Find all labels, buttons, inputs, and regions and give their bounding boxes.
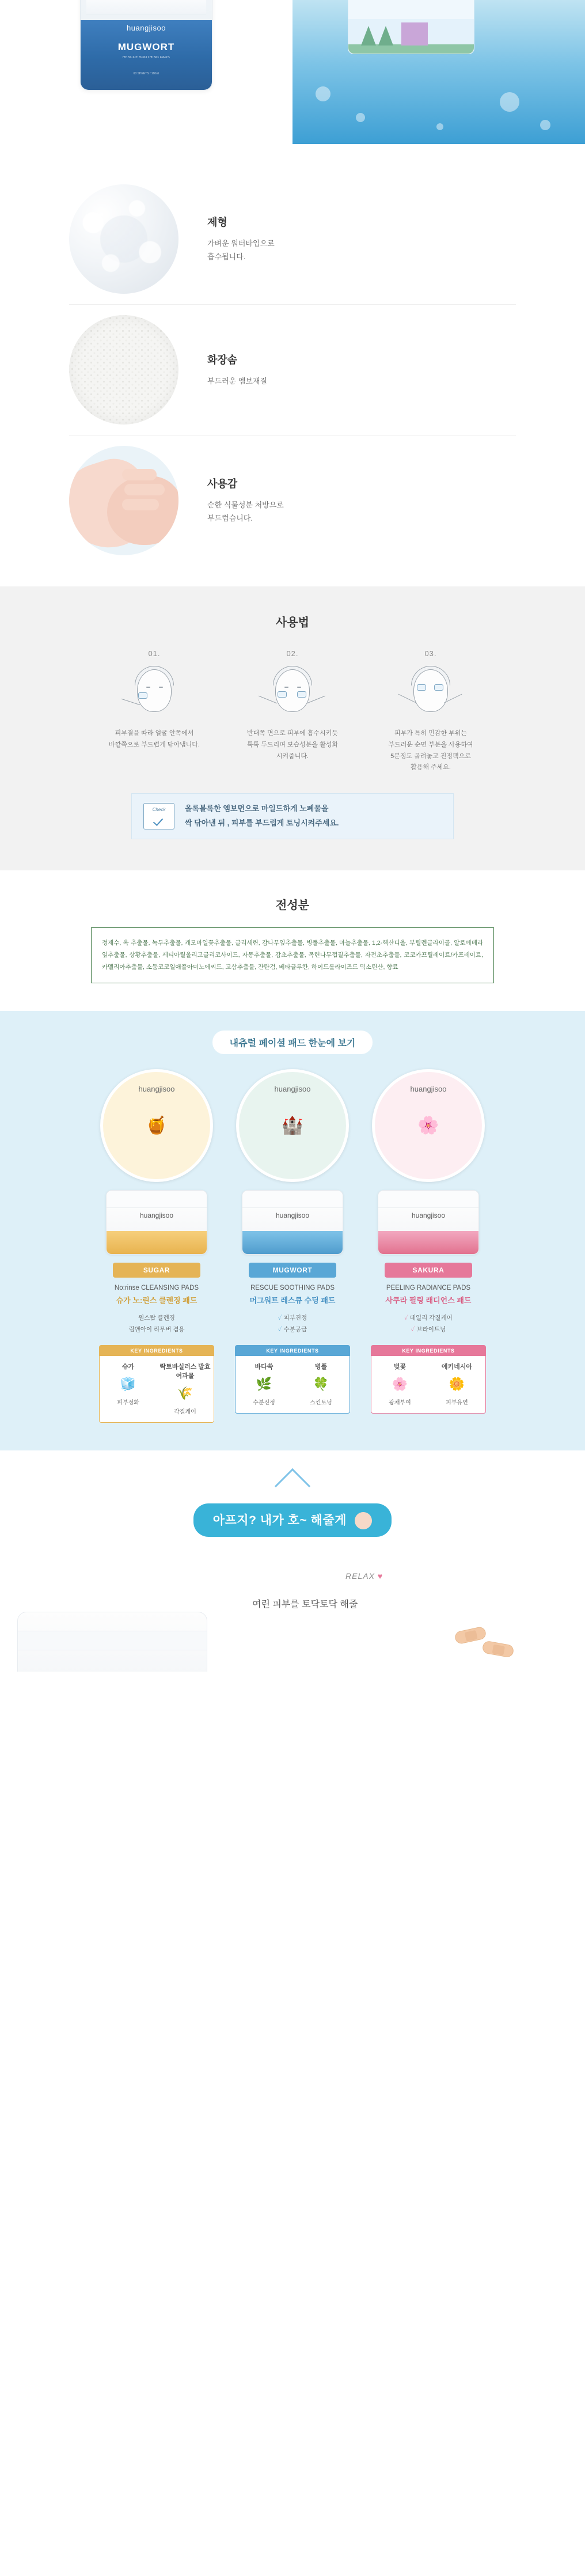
lid-image-sakura bbox=[372, 1069, 485, 1182]
hero-banner bbox=[0, 0, 585, 144]
product-ko-name: 슈가 노:린스 클렌징 패드 bbox=[116, 1295, 197, 1305]
how-to-use-section bbox=[0, 586, 585, 870]
ingredients-title: 전성분 bbox=[276, 899, 309, 912]
product-en-name: No:rinse CLEANSING PADS bbox=[114, 1284, 199, 1291]
pad-icon bbox=[417, 684, 426, 691]
chevron-up-icon bbox=[275, 1468, 310, 1503]
honey-icon: 🍯 bbox=[146, 1116, 168, 1135]
step-desc-line: 톡톡 두드리며 보습성분을 활성화 bbox=[247, 741, 338, 748]
check-badge bbox=[143, 803, 174, 829]
feature-description bbox=[207, 237, 516, 264]
product-en-name: RESCUE SOOTHING PADS bbox=[250, 1284, 335, 1291]
ingredient-name: 벚꽃 bbox=[393, 1363, 407, 1370]
jar-title: MUGWORT bbox=[117, 41, 175, 52]
jar-lid bbox=[86, 0, 206, 14]
key-ingredients-label: KEY INGREDIENTS bbox=[235, 1346, 350, 1356]
lineup-title-wrap bbox=[0, 1031, 585, 1054]
jar-lid bbox=[107, 1191, 207, 1208]
bullet-item bbox=[366, 1324, 491, 1335]
key-ingredients-label: KEY INGREDIENTS bbox=[371, 1346, 485, 1356]
jar-label bbox=[81, 20, 212, 90]
jar-lid bbox=[242, 1191, 343, 1208]
feature-desc-line: 순한 식물성분 처방으로 bbox=[207, 501, 284, 510]
key-ingredient bbox=[235, 1356, 292, 1406]
bullet-item: 원스탑 클렌징 bbox=[138, 1314, 175, 1321]
pad-icon bbox=[434, 684, 443, 691]
ingredient-effect: 피부유연 bbox=[446, 1399, 468, 1406]
step-desc-line: 바깥쪽으로 부드럽게 닦아냅니다. bbox=[109, 741, 200, 748]
check-text-line: 싹 닦아낸 뒤 , 피부를 부드럽게 토닝시켜주세요. bbox=[185, 818, 339, 827]
eye-icon bbox=[159, 687, 163, 688]
lid-brand: huangjisoo bbox=[410, 1084, 447, 1093]
ingredients-section bbox=[0, 870, 585, 1011]
step-item bbox=[223, 649, 362, 774]
step-number: 02. bbox=[286, 649, 299, 658]
lid-image-sugar bbox=[100, 1069, 213, 1182]
step-item bbox=[362, 649, 500, 774]
ingredient-name: 에키네시아 bbox=[441, 1363, 473, 1370]
jar-brand: huangjisoo bbox=[275, 1211, 310, 1219]
bullet-dot-icon: ✓ bbox=[278, 1326, 284, 1334]
lid-brand: huangjisoo bbox=[274, 1084, 311, 1093]
check-text-line: 올록볼록한 엠보면으로 마일드하게 노폐물을 bbox=[185, 804, 329, 813]
ingredient-name: 바다쑥 bbox=[254, 1363, 273, 1370]
step-desc-line: 반대쪽 면으로 피부에 흡수시키듯 bbox=[247, 730, 338, 737]
bullet-item bbox=[366, 1312, 491, 1324]
key-ingredient bbox=[292, 1356, 350, 1406]
lid-brand: huangjisoo bbox=[138, 1084, 175, 1093]
lineup-section bbox=[0, 1011, 585, 1450]
finger-shape bbox=[122, 469, 157, 480]
finger-shape bbox=[122, 499, 159, 510]
ingredient-name: 락토바실러스 발효여과물 bbox=[159, 1363, 211, 1380]
feature-desc-line: 흡수됩니다. bbox=[207, 252, 246, 261]
sugar-cube-icon: 🧊 bbox=[120, 1376, 136, 1391]
jar-image-sakura bbox=[378, 1190, 479, 1255]
bullet-item bbox=[230, 1324, 355, 1335]
jar-lid bbox=[378, 1191, 478, 1208]
feature-description bbox=[207, 375, 516, 388]
feature-text bbox=[207, 214, 516, 264]
ingredients-body: 정제수, 옥 추출물, 녹두추출물, 캐모마일꽃추출물, 글리세린, 감나무잎추출물, 병풀추출물, 마늘추출물, 1,2-헥산디올, 부틸렌글라이콜, 알로에베라잎추출물, 상황추출물, 세티아릴올리고글리코사이드, 자몽추출물, 감초추출물, 목련나무껍질추출물, 자전초추출물, 코코카프릴레이트/카프레이트, 카멜리아추출물, 소듐코코일애플아미노에씨드, 고삼추출물, 잔탄검, 베타글루칸, 하이드롤라이즈드 믹소틴산, 향료 bbox=[91, 927, 494, 983]
ingredient-effect: 스킨토닝 bbox=[310, 1399, 332, 1406]
bottom-jar-image bbox=[17, 1612, 207, 1672]
blossom-icon: 🌸 bbox=[392, 1376, 408, 1391]
ingredient-effect: 광채부여 bbox=[389, 1399, 411, 1406]
jar-brand: huangjisoo bbox=[139, 1211, 174, 1219]
step-desc-line: 활용해 주세요. bbox=[411, 764, 451, 771]
step-desc-line: 피부가 특히 민감한 부위는 bbox=[394, 730, 468, 737]
step-desc-line: 부드러운 순면 부분을 사용하여 bbox=[388, 741, 473, 748]
cta-text: 아프지? 내가 호~ 해줄게 bbox=[212, 1513, 347, 1527]
key-ingredients-card bbox=[371, 1345, 486, 1414]
key-ingredients-row bbox=[371, 1356, 485, 1406]
check-badge-label: Check bbox=[152, 806, 166, 812]
relax-text: RELAX bbox=[345, 1571, 375, 1581]
product-card-mugwort[interactable] bbox=[230, 1069, 355, 1423]
check-mark-icon bbox=[153, 816, 163, 826]
heart-icon: ♥ bbox=[377, 1571, 383, 1581]
hero-illustration-card bbox=[348, 0, 474, 54]
product-card-sakura[interactable] bbox=[366, 1069, 491, 1423]
key-ingredients-label: KEY INGREDIENTS bbox=[100, 1346, 214, 1356]
key-ingredients-card bbox=[99, 1345, 214, 1423]
product-en-name: PEELING RADIANCE PADS bbox=[386, 1284, 471, 1291]
key-ingredient bbox=[371, 1356, 428, 1406]
feature-title: 사용감 bbox=[207, 478, 238, 490]
step-illustration bbox=[117, 666, 191, 719]
product-card-sugar[interactable] bbox=[94, 1069, 219, 1423]
key-ingredients-row bbox=[100, 1356, 214, 1415]
product-ko-name: 머그워트 레스큐 수딩 패드 bbox=[249, 1295, 336, 1305]
jar-image-sugar bbox=[106, 1190, 207, 1255]
key-ingredient bbox=[428, 1356, 485, 1406]
illustration-ground bbox=[348, 44, 474, 54]
feature-row bbox=[69, 435, 516, 566]
arm-line bbox=[307, 696, 325, 704]
jar-brand: huangjisoo bbox=[127, 24, 166, 32]
illustration-scene bbox=[348, 19, 474, 54]
step-description bbox=[93, 728, 215, 751]
lid-image-mugwort bbox=[236, 1069, 349, 1182]
ingredient-effect: 피부정화 bbox=[117, 1399, 139, 1406]
cta-section bbox=[0, 1450, 585, 1556]
lineup-columns bbox=[0, 1069, 585, 1423]
bullet-text: 피부진정 bbox=[283, 1314, 307, 1321]
cherry-blossom-icon: 🌸 bbox=[417, 1116, 439, 1135]
feature-row bbox=[69, 304, 516, 435]
face-shape bbox=[413, 669, 448, 712]
echinacea-icon: 🌼 bbox=[449, 1376, 465, 1391]
jar-brand: huangjisoo bbox=[411, 1211, 446, 1219]
skin-touch-image bbox=[69, 446, 178, 555]
step-desc-line: 시켜줍니다. bbox=[276, 752, 309, 760]
jar-image-mugwort bbox=[242, 1190, 343, 1255]
step-illustration bbox=[256, 666, 329, 719]
tree-icon bbox=[378, 26, 393, 46]
product-bullets bbox=[94, 1312, 219, 1336]
step-desc-line: 5분정도 올려놓고 진정팩으로 bbox=[390, 752, 471, 760]
bullet-dot-icon: ✓ bbox=[411, 1326, 417, 1334]
bandaid-icon bbox=[482, 1640, 515, 1658]
bullet-dot-icon: ✓ bbox=[404, 1314, 410, 1321]
gel-texture-image bbox=[69, 184, 178, 294]
jar-volume: 60 SHEETS / 160ml bbox=[133, 72, 159, 75]
feature-text bbox=[207, 352, 516, 388]
jar-lid bbox=[18, 1631, 207, 1650]
lineup-title: 내츄럴 페이셜 패드 한눈에 보기 bbox=[212, 1031, 373, 1054]
castle-icon bbox=[401, 22, 428, 46]
step-description bbox=[370, 728, 492, 774]
ingredient-effect: 수분진정 bbox=[253, 1399, 275, 1406]
jar-band bbox=[242, 1231, 343, 1254]
feature-title: 화장솜 bbox=[207, 354, 238, 366]
jar-band bbox=[107, 1231, 207, 1254]
product-bullets bbox=[366, 1312, 491, 1336]
check-callout bbox=[131, 793, 454, 839]
how-to-use-title: 사용법 bbox=[276, 616, 309, 629]
centella-icon: 🍀 bbox=[313, 1376, 329, 1391]
arm-line bbox=[121, 699, 140, 706]
step-number: 01. bbox=[148, 649, 161, 658]
product-name-chip: SUGAR bbox=[113, 1263, 200, 1278]
face-shape bbox=[275, 669, 310, 712]
key-ingredient bbox=[100, 1356, 157, 1415]
step-description bbox=[231, 728, 354, 762]
feature-desc-line: 부드러운 엠보재질 bbox=[207, 376, 268, 385]
key-ingredients-card bbox=[235, 1345, 350, 1414]
step-number: 03. bbox=[424, 649, 437, 658]
ingredient-name: 병풀 bbox=[314, 1363, 328, 1370]
bottom-copy: 여린 피부를 토닥토닥 해줄 bbox=[252, 1599, 358, 1609]
bandaid-icon bbox=[454, 1626, 487, 1645]
feature-title: 제형 bbox=[207, 217, 227, 229]
tree-icon bbox=[361, 26, 376, 46]
wheat-icon: 🌾 bbox=[177, 1385, 193, 1400]
relax-label bbox=[345, 1571, 383, 1581]
mugwort-leaf-icon: 🌿 bbox=[256, 1376, 272, 1391]
product-name-chip: MUGWORT bbox=[249, 1263, 336, 1278]
key-ingredients-row bbox=[235, 1356, 350, 1406]
smiley-face-icon bbox=[355, 1512, 372, 1529]
bullet-text: 수분공급 bbox=[283, 1326, 307, 1334]
jar-band bbox=[378, 1231, 478, 1254]
feature-desc-line: 부드럽습니다. bbox=[207, 514, 253, 522]
check-text bbox=[185, 802, 339, 830]
steps-list bbox=[0, 649, 585, 774]
hero-product-photo bbox=[0, 0, 292, 144]
face-shape bbox=[137, 669, 172, 712]
pad-icon bbox=[278, 691, 287, 698]
product-name-chip: SAKURA bbox=[385, 1263, 472, 1278]
finger-shape bbox=[124, 484, 165, 495]
feature-section bbox=[0, 144, 585, 586]
hero-illustration-panel bbox=[292, 0, 585, 144]
feature-text bbox=[207, 476, 516, 525]
feature-description bbox=[207, 499, 516, 525]
eye-icon bbox=[284, 687, 288, 688]
pad-icon bbox=[138, 692, 147, 699]
jar-subtitle: RESCUE SOOTHING PADS bbox=[122, 56, 170, 59]
step-desc-line: 피부결을 따라 얼굴 안쪽에서 bbox=[115, 730, 194, 737]
product-ko-name: 사쿠라 필링 래디언스 패드 bbox=[385, 1295, 472, 1305]
bullet-dot-icon: ✓ bbox=[278, 1314, 284, 1321]
arm-line bbox=[259, 696, 277, 704]
bullet-text: 데일리 각질케어 bbox=[409, 1314, 453, 1321]
product-bullets bbox=[230, 1312, 355, 1336]
ingredient-effect: 각질케어 bbox=[174, 1408, 196, 1415]
bottom-section bbox=[0, 1556, 585, 1672]
cotton-pad-image bbox=[69, 315, 178, 425]
eye-icon bbox=[146, 687, 150, 688]
key-ingredient bbox=[157, 1356, 214, 1415]
bullet-text: 브라이트닝 bbox=[416, 1326, 446, 1334]
bullet-item bbox=[230, 1312, 355, 1324]
pad-icon bbox=[297, 691, 306, 698]
step-illustration bbox=[394, 666, 468, 719]
feature-desc-line: 가벼운 워터타입으로 bbox=[207, 239, 275, 248]
castle-icon: 🏰 bbox=[282, 1116, 303, 1135]
bullet-item: 립앤아이 리무버 겸용 bbox=[128, 1326, 185, 1334]
eye-icon bbox=[297, 687, 301, 688]
ingredient-name: 슈가 bbox=[121, 1363, 135, 1370]
step-item bbox=[85, 649, 223, 774]
feature-row bbox=[69, 174, 516, 304]
cta-banner bbox=[193, 1503, 392, 1537]
mugwort-jar bbox=[80, 0, 212, 90]
